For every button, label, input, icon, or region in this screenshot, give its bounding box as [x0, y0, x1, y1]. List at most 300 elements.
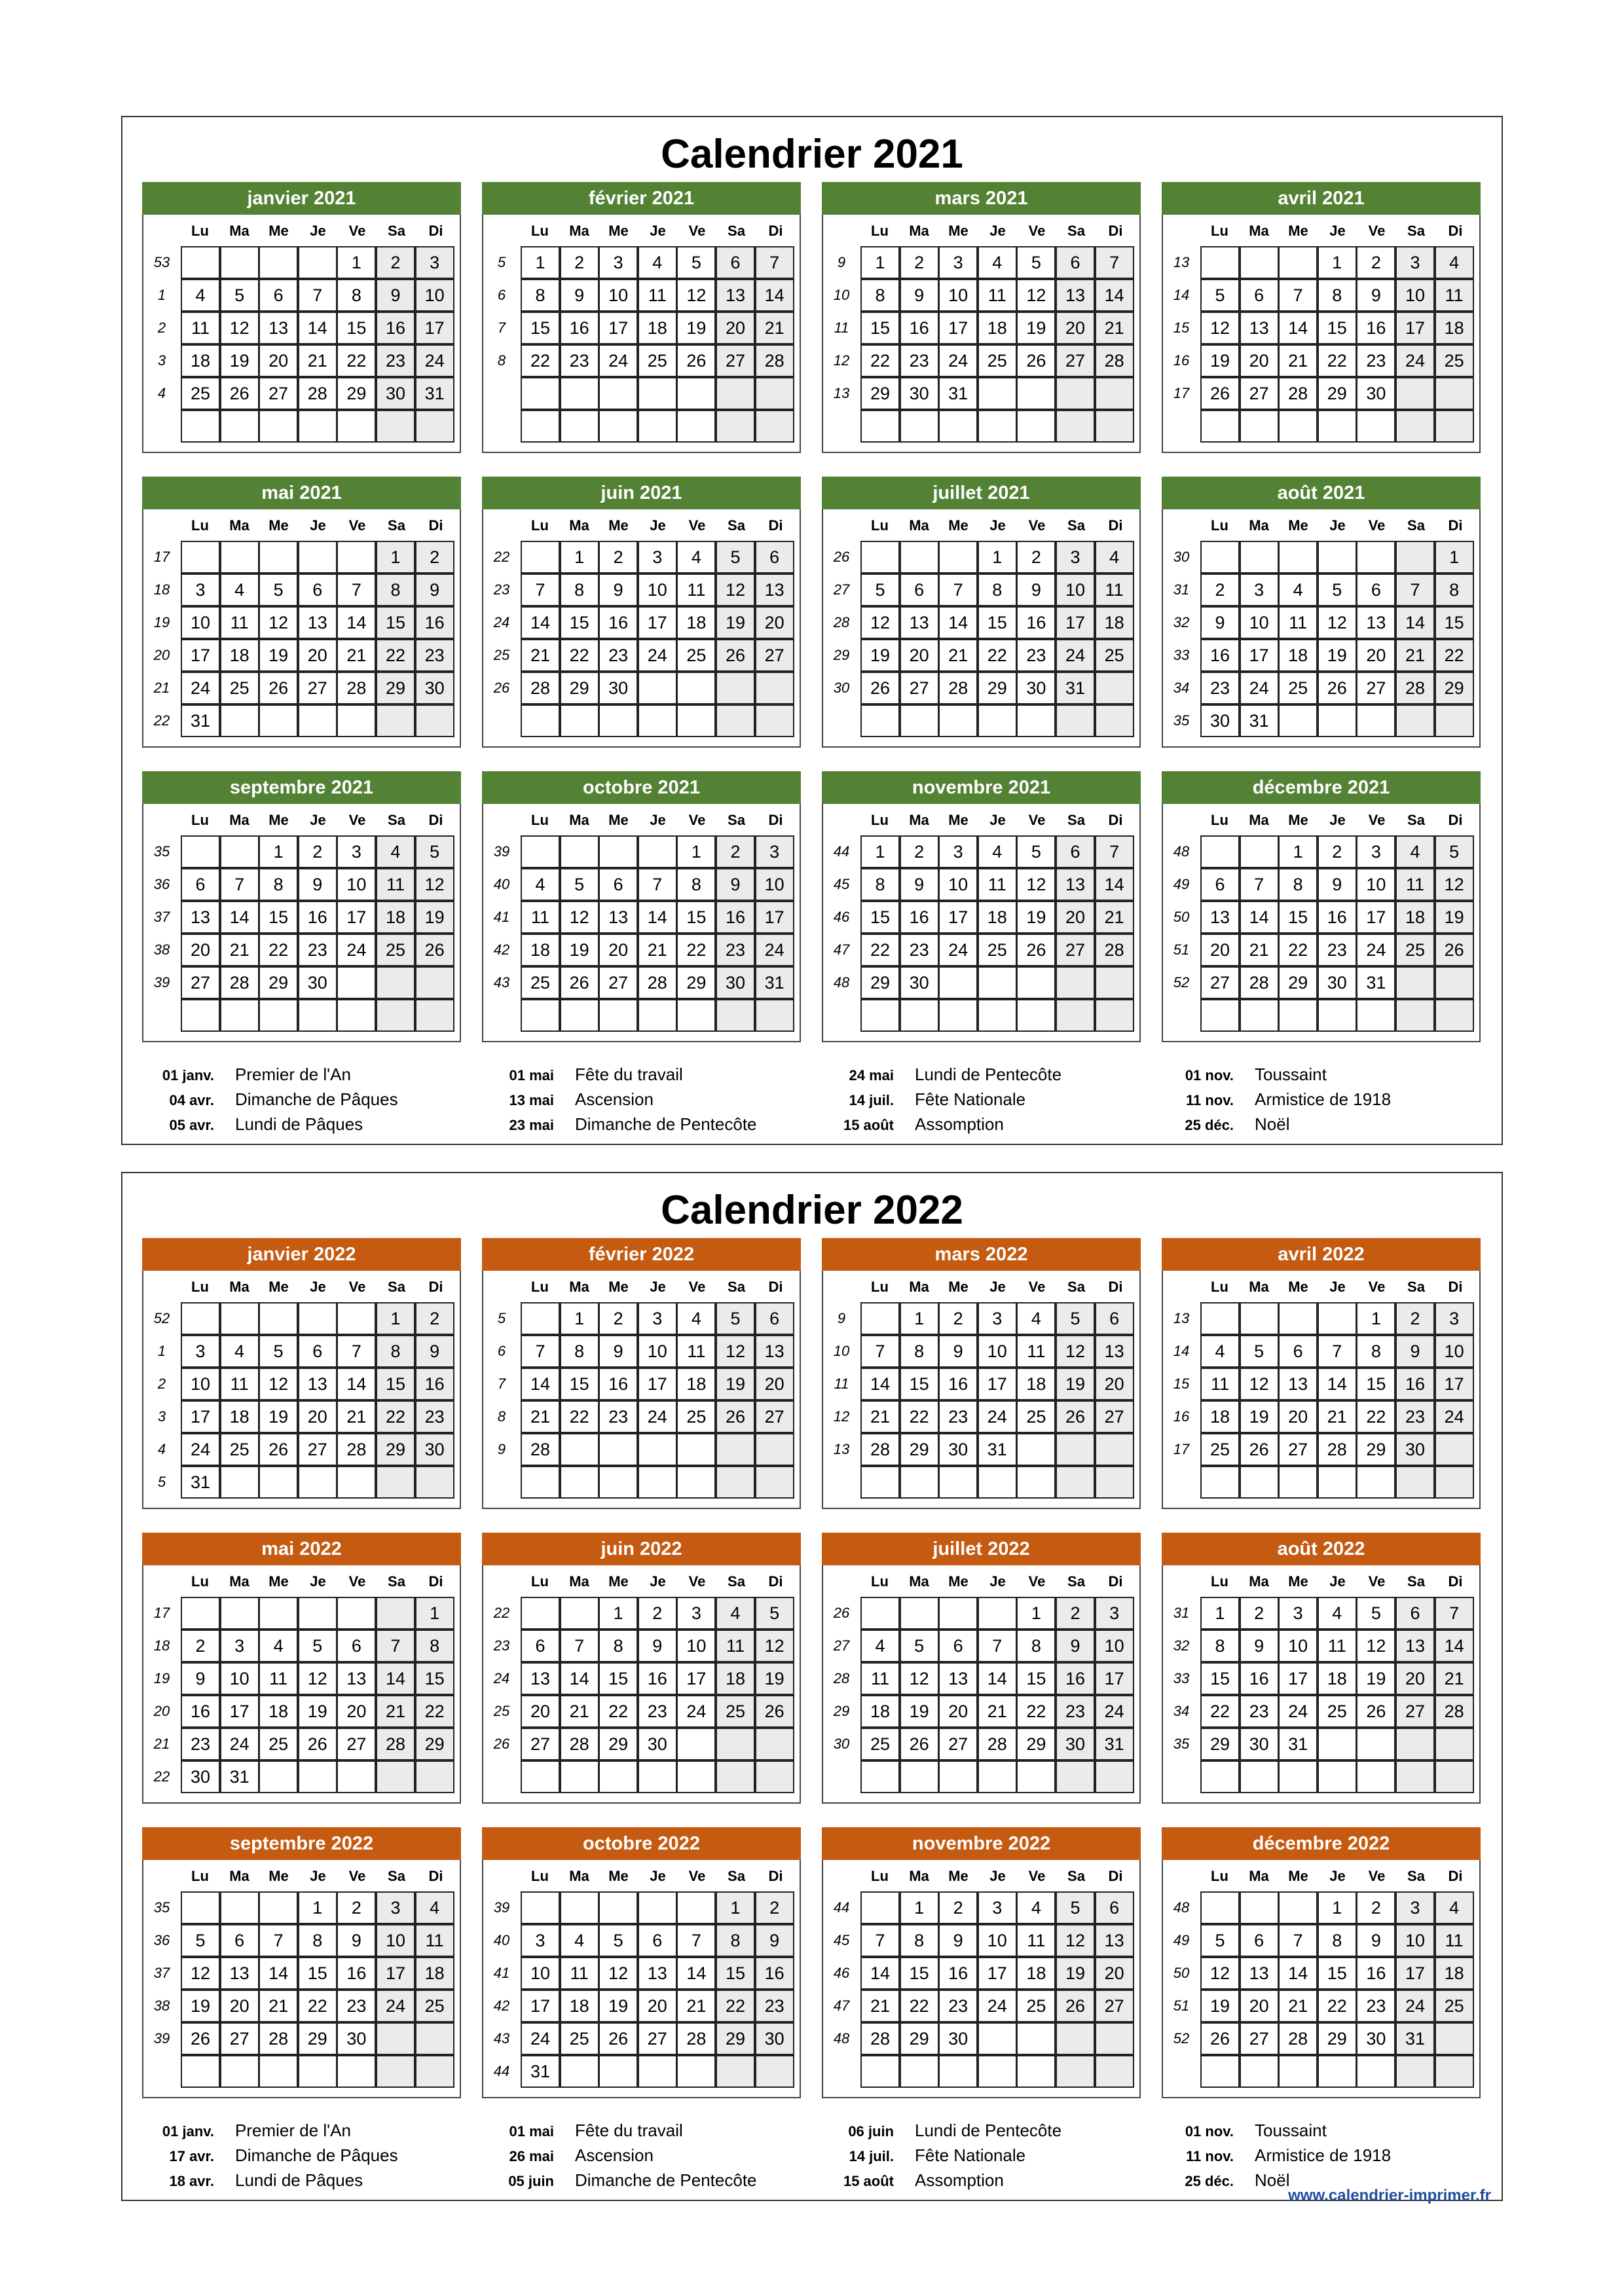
week-number: 26 — [493, 1736, 510, 1752]
empty-cell — [1435, 1760, 1474, 1793]
week-number: 18 — [153, 581, 170, 598]
weekday-label: Lu — [191, 1279, 209, 1295]
day-cell: 16 — [1318, 901, 1357, 934]
week-number: 25 — [493, 647, 510, 663]
day-cell: 6 — [298, 1335, 337, 1368]
day-cell: 8 — [1016, 1630, 1056, 1662]
holiday-entry — [129, 2118, 351, 2144]
empty-cell — [1095, 1433, 1134, 1466]
day-grid — [1200, 1891, 1474, 2088]
empty-cell — [599, 1433, 638, 1466]
weekday-label: Ma — [1249, 517, 1269, 534]
holiday-entry — [809, 2168, 1004, 2194]
empty-cell — [181, 1891, 220, 1924]
day-cell: 6 — [181, 868, 220, 901]
day-cell: 16 — [599, 1368, 638, 1400]
day-cell: 10 — [1240, 606, 1279, 639]
day-cell: 8 — [337, 279, 376, 312]
day-cell: 4 — [376, 835, 415, 868]
day-cell: 17 — [181, 639, 220, 672]
day-cell: 25 — [220, 1433, 259, 1466]
weekday-label: Je — [310, 517, 326, 534]
day-cell: 28 — [220, 966, 259, 999]
empty-cell — [900, 999, 939, 1032]
day-cell: 14 — [938, 606, 978, 639]
day-cell: 19 — [1056, 1957, 1095, 1990]
day-cell: 5 — [1200, 279, 1240, 312]
day-cell: 25 — [1016, 1400, 1056, 1433]
empty-cell — [676, 410, 716, 443]
day-cell: 5 — [716, 541, 755, 574]
weekday-label: Ma — [1249, 1868, 1269, 1884]
day-grid — [521, 1302, 794, 1499]
empty-cell — [676, 1760, 716, 1793]
day-cell: 10 — [938, 868, 978, 901]
month-calendar — [1162, 182, 1481, 453]
day-cell: 30 — [181, 1760, 220, 1793]
empty-cell — [560, 1433, 599, 1466]
weekday-label: Ve — [688, 1868, 706, 1884]
day-cell: 17 — [599, 312, 638, 344]
weekday-label: Ve — [1028, 812, 1046, 828]
empty-cell — [716, 1466, 755, 1499]
day-cell: 9 — [1056, 1630, 1095, 1662]
holiday-entry — [1149, 1087, 1391, 1113]
day-cell: 29 — [860, 966, 900, 999]
day-cell: 25 — [259, 1728, 298, 1760]
day-cell: 1 — [560, 1302, 599, 1335]
day-cell: 30 — [1318, 966, 1357, 999]
day-cell: 7 — [298, 279, 337, 312]
empty-cell — [220, 835, 259, 868]
weekday-label: Je — [989, 812, 1006, 828]
week-number: 3 — [157, 352, 166, 369]
day-cell: 10 — [1395, 1924, 1435, 1957]
empty-cell — [259, 246, 298, 279]
empty-cell — [521, 704, 560, 737]
empty-cell — [860, 999, 900, 1032]
day-cell: 28 — [1278, 2022, 1318, 2055]
empty-cell — [1095, 2022, 1134, 2055]
day-cell: 19 — [716, 1368, 755, 1400]
empty-cell — [900, 410, 939, 443]
weekday-label: Ma — [229, 1279, 249, 1295]
day-cell: 12 — [560, 901, 599, 934]
day-cell: 5 — [676, 246, 716, 279]
month-calendar — [822, 1238, 1141, 1509]
empty-cell — [1395, 377, 1435, 410]
day-cell: 15 — [978, 606, 1017, 639]
empty-cell — [560, 999, 599, 1032]
month-calendar — [482, 477, 801, 748]
week-number: 39 — [153, 974, 170, 991]
holiday-name: Lundi de Pâques — [235, 1114, 363, 1134]
day-cell: 1 — [337, 246, 376, 279]
empty-cell — [1200, 410, 1240, 443]
day-cell: 2 — [938, 1891, 978, 1924]
day-cell: 1 — [1016, 1597, 1056, 1630]
day-cell: 6 — [638, 1924, 677, 1957]
empty-cell — [560, 835, 599, 868]
month-calendar — [482, 1533, 801, 1804]
day-cell: 31 — [1278, 1728, 1318, 1760]
day-cell: 27 — [1240, 377, 1279, 410]
month-title: août 2021 — [1162, 477, 1481, 509]
empty-cell — [1395, 2055, 1435, 2088]
day-cell: 10 — [978, 1335, 1017, 1368]
day-cell: 15 — [1016, 1662, 1056, 1695]
day-cell: 18 — [638, 312, 677, 344]
day-cell: 2 — [181, 1630, 220, 1662]
week-number: 36 — [153, 1932, 170, 1948]
day-cell: 9 — [560, 279, 599, 312]
day-cell: 17 — [1395, 312, 1435, 344]
day-cell: 11 — [978, 279, 1017, 312]
empty-cell — [938, 541, 978, 574]
day-cell: 3 — [220, 1630, 259, 1662]
day-cell: 1 — [599, 1597, 638, 1630]
week-number: 6 — [497, 287, 506, 303]
day-cell: 24 — [1240, 672, 1279, 704]
day-cell: 8 — [1435, 574, 1474, 606]
day-cell: 29 — [978, 672, 1017, 704]
weekday-label: Je — [650, 1868, 666, 1884]
empty-cell — [755, 999, 794, 1032]
month-title: juin 2021 — [482, 477, 801, 509]
day-cell: 7 — [259, 1924, 298, 1957]
empty-cell — [938, 1466, 978, 1499]
day-cell: 7 — [938, 574, 978, 606]
day-cell: 19 — [716, 606, 755, 639]
empty-cell — [599, 704, 638, 737]
day-cell: 20 — [181, 934, 220, 966]
day-cell: 24 — [938, 934, 978, 966]
day-cell: 21 — [755, 312, 794, 344]
empty-cell — [755, 377, 794, 410]
day-cell: 10 — [376, 1924, 415, 1957]
day-cell: 2 — [337, 1891, 376, 1924]
day-cell: 27 — [1200, 966, 1240, 999]
empty-cell — [521, 541, 560, 574]
day-cell: 1 — [860, 835, 900, 868]
weekday-label: Me — [608, 517, 629, 534]
week-number: 48 — [833, 974, 850, 991]
empty-cell — [755, 1433, 794, 1466]
empty-cell — [376, 410, 415, 443]
day-cell: 8 — [415, 1630, 454, 1662]
day-cell: 3 — [181, 574, 220, 606]
day-cell: 28 — [1095, 344, 1134, 377]
day-cell: 30 — [337, 2022, 376, 2055]
day-cell: 14 — [376, 1662, 415, 1695]
month-calendar — [1162, 1533, 1481, 1804]
holiday-date: 11 nov. — [1186, 2148, 1234, 2164]
weekday-label: Ve — [1368, 1279, 1386, 1295]
day-cell: 26 — [259, 672, 298, 704]
weekday-label: Lu — [1211, 1573, 1228, 1590]
day-cell: 14 — [337, 606, 376, 639]
weekday-label: Sa — [388, 1868, 405, 1884]
empty-cell — [1240, 410, 1279, 443]
day-cell: 19 — [599, 1990, 638, 2022]
day-cell: 15 — [900, 1957, 939, 1990]
day-cell: 10 — [1278, 1630, 1318, 1662]
empty-cell — [1056, 999, 1095, 1032]
day-cell: 21 — [938, 639, 978, 672]
empty-cell — [415, 704, 454, 737]
holiday-date: 24 mai — [849, 1067, 894, 1084]
day-cell: 4 — [1200, 1335, 1240, 1368]
day-cell: 20 — [521, 1695, 560, 1728]
week-number: 5 — [157, 1474, 166, 1490]
day-cell: 19 — [1056, 1368, 1095, 1400]
empty-cell — [337, 1760, 376, 1793]
day-cell: 3 — [755, 835, 794, 868]
weekday-label: Ma — [569, 223, 589, 239]
day-grid — [181, 246, 454, 443]
day-cell: 26 — [716, 1400, 755, 1433]
holiday-name: Armistice de 1918 — [1255, 1089, 1392, 1109]
week-number: 28 — [833, 614, 850, 630]
day-cell: 14 — [860, 1957, 900, 1990]
weekday-label: Me — [1288, 517, 1308, 534]
empty-cell — [1240, 541, 1279, 574]
empty-cell — [1395, 966, 1435, 999]
empty-cell — [1240, 835, 1279, 868]
day-cell: 8 — [259, 868, 298, 901]
week-number: 44 — [493, 2063, 510, 2079]
day-cell: 12 — [1016, 279, 1056, 312]
empty-cell — [220, 2055, 259, 2088]
empty-cell — [978, 966, 1017, 999]
day-cell: 30 — [415, 1433, 454, 1466]
day-cell: 29 — [1318, 2022, 1357, 2055]
week-number: 9 — [497, 1441, 506, 1457]
day-cell: 23 — [1016, 639, 1056, 672]
empty-cell — [1318, 1760, 1357, 1793]
week-number: 34 — [1173, 1703, 1190, 1719]
day-cell: 18 — [978, 312, 1017, 344]
month-title: janvier 2022 — [142, 1238, 461, 1271]
empty-cell — [1016, 410, 1056, 443]
week-number: 11 — [834, 1376, 849, 1392]
weekday-label: Je — [650, 517, 666, 534]
empty-cell — [978, 377, 1017, 410]
day-cell: 27 — [1056, 934, 1095, 966]
empty-cell — [1016, 2055, 1056, 2088]
day-cell: 13 — [1056, 868, 1095, 901]
empty-cell — [978, 999, 1017, 1032]
day-cell: 22 — [1318, 344, 1357, 377]
day-cell: 28 — [1435, 1695, 1474, 1728]
empty-cell — [560, 1760, 599, 1793]
empty-cell — [978, 2022, 1017, 2055]
day-grid — [181, 1891, 454, 2088]
week-number: 52 — [1173, 974, 1190, 991]
weekday-label: Sa — [1407, 1868, 1425, 1884]
empty-cell — [560, 2055, 599, 2088]
weekday-label: Je — [989, 1868, 1006, 1884]
day-cell: 30 — [415, 672, 454, 704]
holiday-name: Fête Nationale — [915, 1089, 1026, 1109]
empty-cell — [1318, 999, 1357, 1032]
empty-cell — [1356, 999, 1395, 1032]
weekday-label: Sa — [728, 1573, 745, 1590]
day-cell: 11 — [860, 1662, 900, 1695]
empty-cell — [978, 410, 1017, 443]
empty-cell — [676, 1466, 716, 1499]
day-cell: 27 — [298, 1433, 337, 1466]
empty-cell — [1016, 377, 1056, 410]
empty-cell — [860, 1760, 900, 1793]
month-title: novembre 2021 — [822, 771, 1141, 804]
holiday-name: Premier de l'An — [235, 2121, 351, 2140]
day-cell: 7 — [376, 1630, 415, 1662]
empty-cell — [638, 410, 677, 443]
empty-cell — [337, 1597, 376, 1630]
weekday-label: Ve — [1368, 517, 1386, 534]
day-cell: 11 — [1200, 1368, 1240, 1400]
day-cell: 3 — [1240, 574, 1279, 606]
day-cell: 30 — [938, 1433, 978, 1466]
empty-cell — [1318, 704, 1357, 737]
day-cell: 4 — [415, 1891, 454, 1924]
day-cell: 8 — [900, 1335, 939, 1368]
empty-cell — [900, 1760, 939, 1793]
week-number: 46 — [833, 909, 850, 925]
day-cell: 13 — [755, 1335, 794, 1368]
empty-cell — [337, 541, 376, 574]
day-cell: 26 — [1056, 1400, 1095, 1433]
day-cell: 27 — [599, 966, 638, 999]
empty-cell — [1056, 704, 1095, 737]
weekday-label: Lu — [871, 223, 889, 239]
empty-cell — [860, 2055, 900, 2088]
empty-cell — [415, 1760, 454, 1793]
day-cell: 12 — [259, 1368, 298, 1400]
week-number: 5 — [497, 1310, 506, 1326]
day-cell: 14 — [298, 312, 337, 344]
week-number: 1 — [157, 287, 166, 303]
weekday-label: Di — [768, 1868, 783, 1884]
day-cell: 23 — [638, 1695, 677, 1728]
empty-cell — [1056, 966, 1095, 999]
empty-cell — [337, 999, 376, 1032]
day-cell: 31 — [220, 1760, 259, 1793]
week-number: 30 — [1173, 549, 1190, 565]
day-grid — [521, 835, 794, 1032]
holiday-entry — [469, 1062, 683, 1088]
website-link[interactable]: www.calendrier-imprimer.fr — [1288, 2187, 1491, 2204]
day-cell: 24 — [1056, 639, 1095, 672]
day-cell: 18 — [716, 1662, 755, 1695]
weekday-label: Je — [650, 1279, 666, 1295]
weekday-label: Ve — [1368, 1573, 1386, 1590]
day-cell: 16 — [938, 1957, 978, 1990]
day-cell: 4 — [1016, 1891, 1056, 1924]
day-cell: 28 — [1240, 966, 1279, 999]
day-cell: 29 — [298, 2022, 337, 2055]
weekday-label: Di — [768, 1279, 783, 1295]
day-cell: 31 — [978, 1433, 1017, 1466]
week-number: 22 — [153, 1768, 170, 1785]
day-cell: 20 — [1200, 934, 1240, 966]
empty-cell — [1395, 999, 1435, 1032]
day-cell: 23 — [938, 1990, 978, 2022]
week-number: 10 — [833, 287, 850, 303]
day-cell: 14 — [560, 1662, 599, 1695]
week-number: 47 — [833, 1997, 850, 2014]
empty-cell — [1356, 1728, 1395, 1760]
day-cell: 23 — [900, 934, 939, 966]
empty-cell — [1395, 1466, 1435, 1499]
holiday-entry — [809, 1062, 1061, 1088]
day-cell: 31 — [1356, 966, 1395, 999]
day-cell: 21 — [376, 1695, 415, 1728]
weekday-label: Di — [1448, 1279, 1463, 1295]
day-cell: 28 — [1095, 934, 1134, 966]
day-cell: 10 — [521, 1957, 560, 1990]
day-cell: 21 — [1095, 901, 1134, 934]
empty-cell — [1395, 704, 1435, 737]
holiday-date: 11 nov. — [1186, 1092, 1234, 1108]
day-cell: 5 — [716, 1302, 755, 1335]
day-cell: 24 — [1395, 1990, 1435, 2022]
day-cell: 26 — [1356, 1695, 1395, 1728]
empty-cell — [1278, 1891, 1318, 1924]
day-cell: 22 — [415, 1695, 454, 1728]
day-cell: 17 — [1240, 639, 1279, 672]
weekday-label: Sa — [1407, 517, 1425, 534]
holiday-date: 01 nov. — [1185, 2123, 1234, 2140]
day-cell: 25 — [1278, 672, 1318, 704]
weekday-label: Sa — [728, 812, 745, 828]
empty-cell — [1240, 2055, 1279, 2088]
day-cell: 25 — [415, 1990, 454, 2022]
day-cell: 15 — [337, 312, 376, 344]
weekday-label: Je — [989, 517, 1006, 534]
day-cell: 5 — [259, 574, 298, 606]
weekday-label: Me — [608, 812, 629, 828]
empty-cell — [938, 704, 978, 737]
day-cell: 28 — [1318, 1433, 1357, 1466]
day-cell: 27 — [259, 377, 298, 410]
day-cell: 15 — [716, 1957, 755, 1990]
day-cell: 14 — [259, 1957, 298, 1990]
empty-cell — [415, 1466, 454, 1499]
day-cell: 2 — [1395, 1302, 1435, 1335]
day-cell: 4 — [1435, 246, 1474, 279]
week-number: 23 — [493, 581, 510, 598]
day-cell: 29 — [259, 966, 298, 999]
empty-cell — [521, 1466, 560, 1499]
day-cell: 29 — [1278, 966, 1318, 999]
week-number: 35 — [153, 843, 170, 860]
day-cell: 20 — [755, 606, 794, 639]
weekday-label: Lu — [191, 1573, 209, 1590]
week-number: 29 — [833, 1703, 850, 1719]
empty-cell — [860, 541, 900, 574]
week-number: 50 — [1173, 909, 1190, 925]
day-cell: 18 — [181, 344, 220, 377]
empty-cell — [337, 410, 376, 443]
day-cell: 28 — [1278, 377, 1318, 410]
week-number: 9 — [837, 1310, 846, 1326]
day-cell: 28 — [676, 2022, 716, 2055]
holiday-date: 15 août — [843, 2173, 894, 2189]
day-cell: 15 — [860, 312, 900, 344]
day-cell: 13 — [298, 606, 337, 639]
